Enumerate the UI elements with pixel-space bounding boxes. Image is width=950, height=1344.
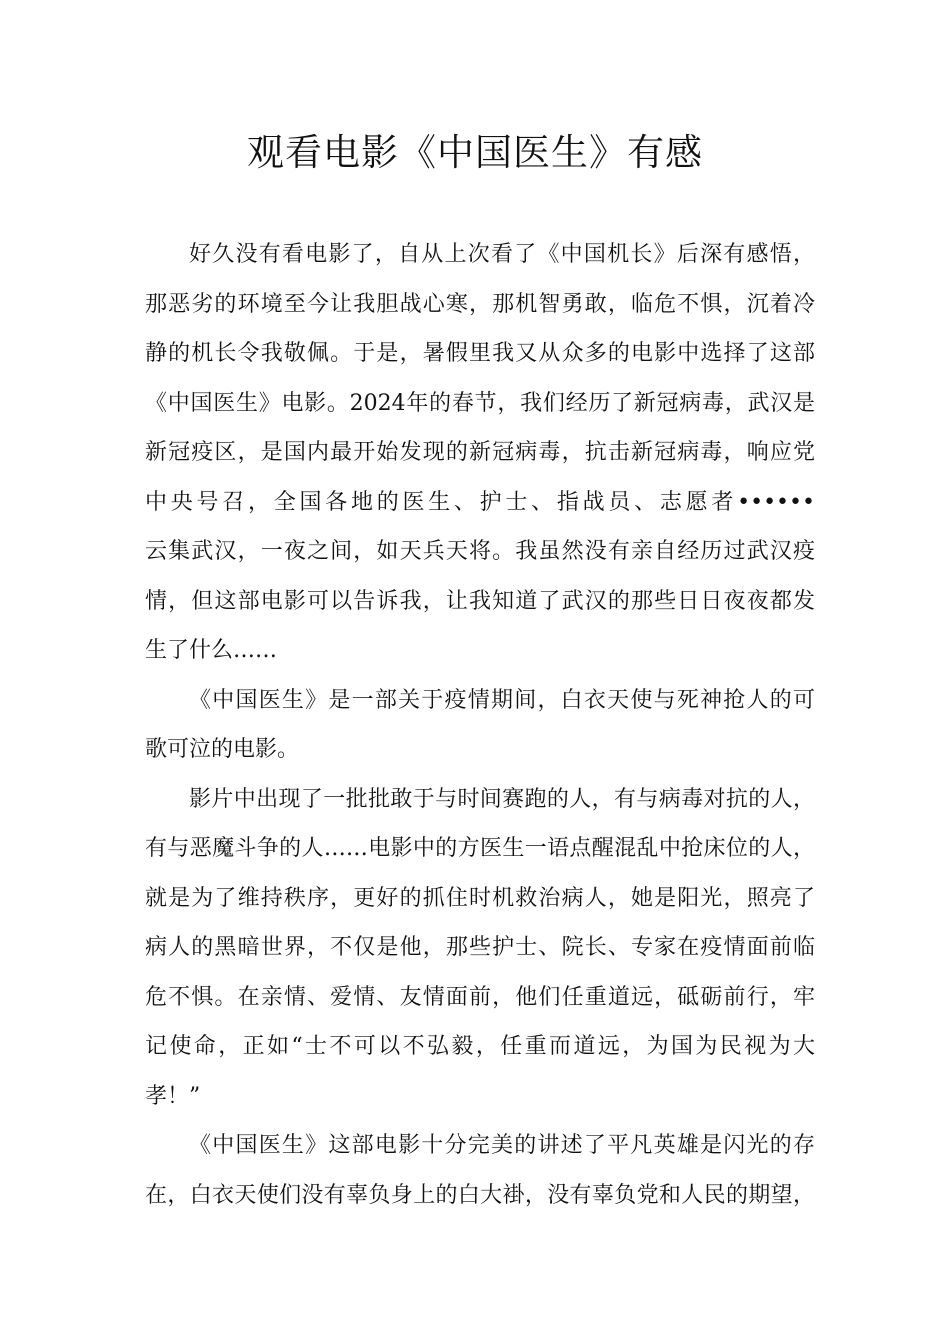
paragraph-line: 《中国医生》是一部关于疫情期间，白衣天使与死神抢人的可 (189, 687, 815, 713)
paragraph-line: 新冠疫区，是国内最开始发现的新冠病毒，抗击新冠病毒，响应党 (145, 440, 815, 465)
paragraph-line: 生了什么…… (145, 638, 278, 663)
document-title: 观看电影《中国医生》有感 (247, 131, 703, 174)
paragraph-3 (145, 775, 815, 1122)
paragraph-line: 静的机长令我敬佩。于是，暑假里我又从众多的电影中选择了这部 (145, 341, 815, 366)
paragraph-line: 有与恶魔斗争的人……电影中的方医生一语点醒混乱中抢床位的人， (145, 836, 815, 861)
paragraph-line: 病人的黑暗世界，不仅是他，那些护士、院长、专家在疫情面前临 (145, 935, 815, 960)
paragraph-line: 记使命，正如“士不可以不弘毅，任重而道远，为国为民视为大 (145, 1034, 815, 1059)
paragraph-4 (145, 1121, 815, 1220)
paragraph-line: 就是为了维持秩序，更好的抓住时机救治病人，她是阳光，照亮了 (145, 885, 815, 911)
paragraph-line: 《中国医生》这部电影十分完美的讲述了平凡英雄是闪光的存 (189, 1133, 815, 1158)
paragraph-line: 影片中出现了一批批敢于与时间赛跑的人，有与病毒对抗的人， (189, 786, 815, 812)
paragraph-line: 《中国医生》电影。2024年的春节，我们经历了新冠病毒，武汉是 (145, 390, 815, 416)
document-body (145, 230, 815, 1220)
paragraph-line: 危不惧。在亲情、爱情、友情面前，他们任重道远，砥砺前行，牢 (145, 984, 815, 1010)
paragraph-line: 云集武汉，一夜之间，如天兵天将。我虽然没有亲自经历过武汉疫 (145, 539, 815, 564)
paragraph-1 (145, 230, 815, 676)
paragraph-line: 好久没有看电影了，自从上次看了《中国机长》后深有感悟， (189, 242, 815, 267)
paragraph-2 (145, 676, 815, 775)
paragraph-line: 中央号召，全国各地的医生、护士、指战员、志愿者•••••• (145, 489, 815, 515)
paragraph-line: 那恶劣的环境至今让我胆战心寒，那机智勇敢，临危不惧，沉着冷 (145, 291, 815, 317)
paragraph-line: 情，但这部电影可以告诉我，让我知道了武汉的那些日日夜夜都发 (145, 588, 815, 614)
paragraph-line: 孝！” (145, 1083, 201, 1109)
paragraph-line: 在，白衣天使们没有辜负身上的白大褂，没有辜负党和人民的期望， (145, 1182, 815, 1208)
paragraph-line: 歌可泣的电影。 (145, 737, 300, 762)
